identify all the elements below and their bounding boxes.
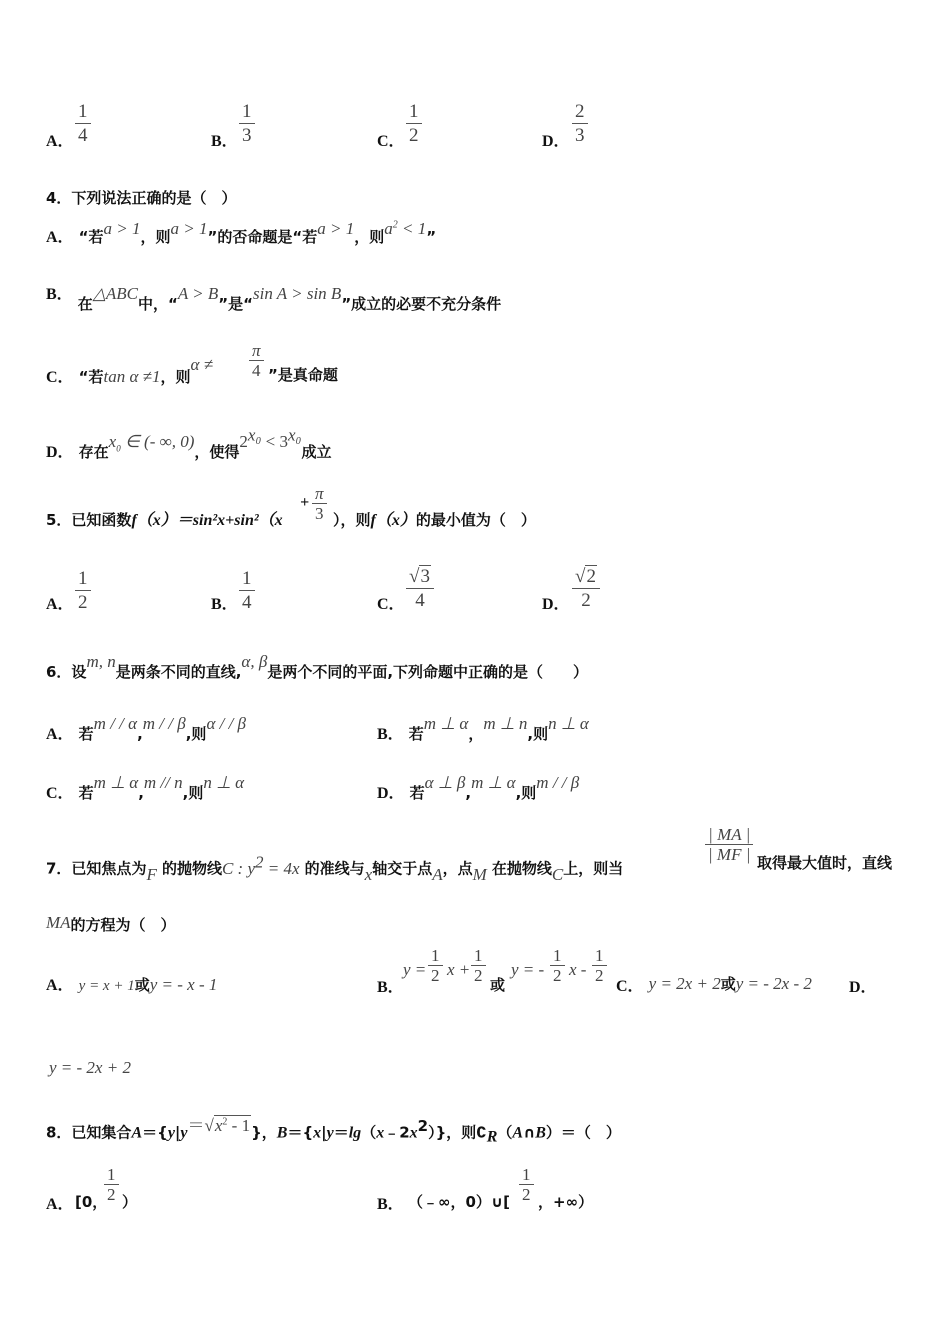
q5-option-c-label: C． — [377, 596, 405, 613]
q4-c-tail: ”是真命题 — [268, 366, 338, 384]
q3-option-b-fraction: $\frac{1}{3}$ — [239, 101, 255, 148]
q3-option-a-label: A． — [46, 133, 74, 150]
option-label: B． — [377, 979, 404, 996]
q6-option-a: A． 若m / / α,m / / β,则α / / β — [46, 714, 247, 743]
option-label: D． — [377, 785, 405, 802]
q4-option-c: C． “若tan α ≠1，则α ≠ — [46, 355, 214, 386]
q5-option-a-label: A． — [46, 596, 74, 613]
option-label: A． — [46, 1196, 74, 1213]
q7-ratio-fraction: $\frac{| MA |}{| MF |}$ — [705, 825, 753, 864]
option-label: C． — [46, 785, 74, 802]
q3-option-d-label: D． — [542, 133, 570, 150]
q5-plus: + — [300, 494, 310, 511]
q4-option-b: B． 在△ABC中，“A > B”是“sin A > sin B”成立的必要不充分条件 — [46, 284, 502, 313]
q8-stem: 8．已知集合$A=\{y|y=√x^2 - 1\}$，$B=\{x|y=\lg(x﹣2x^2)\}$，则$∁_R(A\cap B)=$（ ） — [46, 1116, 621, 1146]
q7-option-d-value: y = - 2x + 2 — [49, 1058, 131, 1077]
q4-stem: 4．下列说法正确的是（ ） — [46, 189, 237, 207]
option-label: B． — [377, 726, 404, 743]
q3-option-b-label: B． — [211, 133, 238, 150]
q7-option-c: C． y = 2x + 2或y = - 2x - 2 — [616, 974, 812, 995]
option-label: B． — [46, 286, 73, 303]
q4-option-d: D． 存在$x_0$ ∈ (- ∞, 0)，使得$2^{x_0} < 3^{x_0}$成立 — [46, 425, 332, 461]
option-label: A． — [46, 977, 74, 994]
q6-option-d: D． 若α ⊥ β,m ⊥ α,则m / / β — [377, 773, 580, 802]
q8-a-fraction: $\frac{1}{2}$ — [104, 1165, 119, 1204]
q6-stem: 6．设m, n是两条不同的直线,α, β是两个不同的平面,下列命题中正确的是（ ） — [46, 652, 589, 681]
q3-option-c-label: C． — [377, 133, 405, 150]
q4-c-pi-over-4: $\frac{\pi}{4}$ — [249, 341, 264, 380]
q7-option-a: A． y = x + 1或y = - x - 1 — [46, 975, 218, 994]
q5-option-c-fraction: $\frac{√3}{4}$ — [406, 566, 434, 613]
q3-option-c-fraction: $\frac{1}{2}$ — [406, 101, 422, 148]
q5-stem-tail: ），则f（x）的最小值为（ ） — [333, 511, 536, 529]
q6-option-b: B． 若m ⊥ α，m ⊥ n,则n ⊥ α — [377, 714, 589, 743]
option-label: C． — [616, 978, 644, 995]
option-label: A． — [46, 726, 74, 743]
q5-option-d-label: D． — [542, 596, 570, 613]
option-label: A． — [46, 229, 74, 246]
option-label: D． — [46, 443, 74, 461]
option-label: B． — [377, 1196, 404, 1213]
q5-stem: 5．已知函数f（x）＝sin²x+sin²（x — [46, 511, 283, 529]
q4-option-a: A． “若a > 1，则a > 1”的否命题是“若a > 1，则$a^2 < 1$” — [46, 219, 437, 246]
q5-option-b-label: B． — [211, 596, 238, 613]
q6-option-c: C． 若m ⊥ α,m // n,则n ⊥ α — [46, 773, 245, 802]
q3-option-a-fraction: $\frac{1}{4}$ — [75, 101, 91, 148]
q5-option-a-fraction: $\frac{1}{2}$ — [75, 568, 91, 615]
q7-option-d-label: D． — [849, 979, 877, 996]
q7-stem: 7．已知焦点为F 的抛物线C : $y^2 = 4x$ 的准线与x轴交于点A，点M 在抛物线C上，则当 — [46, 852, 624, 884]
q5-option-b-fraction: $\frac{1}{4}$ — [239, 568, 255, 615]
q5-option-d-fraction: $\frac{√2}{2}$ — [572, 566, 600, 613]
option-label: C． — [46, 369, 74, 386]
q7-stem-end: 取得最大值时，直线 — [757, 854, 893, 872]
q8-b-fraction: $\frac{1}{2}$ — [519, 1165, 534, 1204]
q7-stem-line2: MA的方程为（ ） — [46, 913, 176, 934]
q3-option-d-fraction: $\frac{2}{3}$ — [572, 101, 588, 148]
q5-pi-over-3: $\frac{\pi}{3}$ — [312, 484, 327, 523]
